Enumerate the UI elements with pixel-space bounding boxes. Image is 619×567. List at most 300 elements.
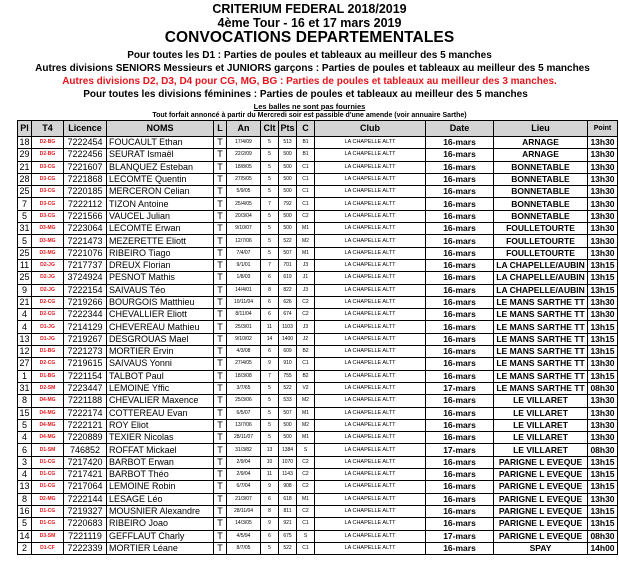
cell-clt: 11: [261, 321, 279, 333]
cell-date: 16-mars: [426, 370, 494, 382]
cell-date: 17-mars: [426, 382, 494, 394]
cell-licence: 7222144: [64, 493, 107, 505]
table-row: [18, 407, 618, 419]
cell-noms: LEMOINE Yffic: [107, 382, 214, 394]
column-header-an: An: [227, 121, 261, 137]
cell-an: 13/7/06: [227, 419, 261, 431]
cell-point: 13h15: [588, 284, 618, 296]
cell-l: T: [214, 247, 227, 259]
cell-licence: 7220683: [64, 518, 107, 530]
cell-licence: 7219266: [64, 296, 107, 308]
cell-date: 16-mars: [426, 259, 494, 271]
cell-c: S: [297, 530, 315, 542]
cell-pl: 8: [18, 395, 32, 407]
cell-point: 13h15: [588, 321, 618, 333]
cell-lieu: PARIGNE L EVEQUE: [494, 518, 588, 530]
cell-lieu: LE MANS SARTHE TT: [494, 309, 588, 321]
table-row: [18, 223, 618, 235]
cell-clt: 8: [261, 505, 279, 517]
cell-an: 28/11/07: [227, 432, 261, 444]
cell-clt: 5: [261, 395, 279, 407]
cell-club: LA CHAPELLE ALTT: [315, 530, 426, 542]
cell-clt: 5: [261, 137, 279, 149]
cell-noms: BARBOT Erwan: [107, 456, 214, 468]
cell-t4: D3-CG: [32, 210, 64, 222]
cell-club: LA CHAPELLE ALTT: [315, 309, 426, 321]
cell-clt: 5: [261, 149, 279, 161]
cell-t4: D2-JG: [32, 284, 64, 296]
cell-club: LA CHAPELLE ALTT: [315, 296, 426, 308]
cell-noms: ROY Eliot: [107, 419, 214, 431]
cell-noms: CHEVEREAU Mathieu: [107, 321, 214, 333]
cell-licence: 7222344: [64, 309, 107, 321]
cell-licence: 7219267: [64, 333, 107, 345]
cell-c: J1: [297, 272, 315, 284]
cell-lieu: ARNAGE: [494, 137, 588, 149]
cell-date: 16-mars: [426, 309, 494, 321]
cell-date: 16-mars: [426, 432, 494, 444]
table-row: [18, 481, 618, 493]
cell-l: T: [214, 370, 227, 382]
cell-pl: 5: [18, 235, 32, 247]
cell-point: 13h15: [588, 370, 618, 382]
cell-lieu: PARIGNE L EVEQUE: [494, 505, 588, 517]
cell-t4: D1-BG: [32, 346, 64, 358]
cell-licence: 7222456: [64, 149, 107, 161]
cell-point: 13h30: [588, 149, 618, 161]
cell-date: 16-mars: [426, 407, 494, 419]
cell-c: B2: [297, 346, 315, 358]
cell-licence: 7217737: [64, 259, 107, 271]
cell-c: J2: [297, 333, 315, 345]
cell-t4: D2-SM: [32, 382, 64, 394]
cell-lieu: LE MANS SARTHE TT: [494, 321, 588, 333]
cell-pl: 27: [19, 358, 30, 369]
cell-point: 13h15: [588, 469, 618, 481]
cell-date: 16-mars: [426, 469, 494, 481]
cell-an: 10/11/04: [227, 296, 261, 308]
cell-licence: 7219327: [64, 505, 107, 517]
table-header-row: [18, 121, 618, 137]
cell-lieu: LA CHAPELLE/AUBIN: [494, 259, 588, 271]
cell-pl: 4: [18, 469, 32, 481]
cell-date: 16-mars: [426, 235, 494, 247]
cell-an: 25/4/05: [227, 198, 261, 210]
column-header-pl: Pl: [18, 121, 32, 137]
cell-noms: VAUCEL Julian: [107, 210, 214, 222]
table-row: [18, 469, 618, 481]
cell-t4: D1-CG: [32, 456, 64, 468]
cell-pl: 15: [19, 407, 30, 418]
cell-c: M2: [297, 235, 315, 247]
cell-pl: 11: [18, 259, 32, 271]
cell-c: J3: [297, 284, 315, 296]
cell-lieu: PARIGNE L EVEQUE: [494, 530, 588, 542]
cell-c: M1: [297, 223, 315, 235]
cell-clt: 5: [261, 382, 279, 394]
cell-pl: 29: [19, 149, 30, 160]
cell-licence: 7219615: [64, 358, 107, 370]
cell-point: 13h15: [588, 518, 618, 530]
cell-club: LA CHAPELLE ALTT: [315, 284, 426, 296]
cell-noms: GEFFLAUT Charly: [107, 530, 214, 542]
cell-pts: 792: [279, 198, 297, 210]
cell-clt: 6: [261, 530, 279, 542]
cell-pts: 1384: [279, 444, 297, 456]
cell-pl: 12: [19, 346, 30, 357]
cell-pl: 7: [18, 198, 32, 210]
cell-club: LA CHAPELLE ALTT: [315, 382, 426, 394]
cell-licence: 7221868: [64, 173, 107, 185]
table-row: [18, 505, 618, 517]
cell-pl: 5: [18, 518, 32, 530]
cell-noms: RIBEIRO Joao: [107, 518, 214, 530]
cell-noms: CHEVALIER Maxence: [107, 395, 214, 407]
cell-point: 13h30: [588, 309, 618, 321]
cell-l: T: [214, 186, 227, 198]
cell-c: M2: [297, 419, 315, 431]
cell-an: 4/5/94: [227, 530, 261, 542]
cell-licence: 7222339: [64, 542, 107, 554]
cell-t4: D3-CG: [32, 173, 64, 185]
cell-date: 16-mars: [426, 346, 494, 358]
cell-club: LA CHAPELLE ALTT: [315, 198, 426, 210]
cell-pts: 609: [279, 346, 297, 358]
cell-c: C1: [297, 518, 315, 530]
cell-c: B1: [297, 149, 315, 161]
cell-t4: D4-MG: [32, 395, 64, 407]
cell-point: 13h15: [588, 456, 618, 468]
cell-point: 13h30: [588, 493, 618, 505]
cell-lieu: LA CHAPELLE/AUBIN: [494, 272, 588, 284]
table-row: [18, 493, 618, 505]
cell-t4: D2-JG: [32, 272, 64, 284]
cell-l: T: [214, 198, 227, 210]
cell-an: 14/3/05: [227, 518, 261, 530]
table-row: [18, 346, 618, 358]
cell-licence: 3724924: [64, 272, 107, 284]
cell-clt: 11: [261, 469, 279, 481]
cell-clt: 13: [261, 444, 279, 456]
cell-club: LA CHAPELLE ALTT: [315, 210, 426, 222]
cell-date: 16-mars: [426, 481, 494, 493]
cell-clt: 7: [261, 198, 279, 210]
cell-lieu: LA CHAPELLE/AUBIN: [494, 284, 588, 296]
cell-c: J3: [297, 259, 315, 271]
document-title: CRITERIUM FEDERAL 2018/2019: [212, 2, 407, 16]
cell-noms: SEURAT Ismaël: [107, 149, 214, 161]
cell-clt: 5: [261, 247, 279, 259]
cell-noms: SAIVAUS Yonni: [107, 358, 214, 370]
cell-pts: 507: [279, 407, 297, 419]
cell-pl: 1: [18, 370, 32, 382]
cell-point: 13h30: [588, 223, 618, 235]
cell-c: C1: [297, 198, 315, 210]
cell-club: LA CHAPELLE ALTT: [315, 223, 426, 235]
cell-clt: 5: [261, 542, 279, 554]
cell-l: T: [214, 321, 227, 333]
cell-point: 08h30: [588, 530, 618, 542]
cell-date: 16-mars: [426, 284, 494, 296]
cell-an: 31/3/82: [227, 444, 261, 456]
cell-noms: BARBOT Théo: [107, 469, 214, 481]
cell-noms: TIZON Antoine: [107, 198, 214, 210]
rule-d2-d3-d4: Autres divisions D2, D3, D4 pour CG, MG, BG : Parties de poules et tableaux au meilleur des 3 manches.: [62, 76, 557, 87]
cell-an: 25/3/06: [227, 395, 261, 407]
cell-pts: 910: [279, 358, 297, 370]
cell-club: LA CHAPELLE ALTT: [315, 137, 426, 149]
cell-point: 13h15: [588, 333, 618, 345]
cell-noms: LESAGE Léo: [107, 493, 214, 505]
cell-pl: 5: [18, 210, 32, 222]
balls-note: Les balles ne sont pas fournies: [253, 102, 366, 111]
cell-club: LA CHAPELLE ALTT: [315, 518, 426, 530]
cell-l: T: [214, 382, 227, 394]
cell-noms: TEXIER Nicolas: [107, 432, 214, 444]
cell-lieu: PARIGNE L EVEQUE: [494, 456, 588, 468]
cell-clt: 5: [261, 223, 279, 235]
cell-clt: 6: [261, 272, 279, 284]
cell-an: 25/3/01: [227, 321, 261, 333]
cell-club: LA CHAPELLE ALTT: [315, 444, 426, 456]
cell-t4: D3-CG: [32, 186, 64, 198]
cell-club: LA CHAPELLE ALTT: [315, 149, 426, 161]
cell-clt: 7: [261, 370, 279, 382]
cell-licence: 7217421: [64, 469, 107, 481]
cell-an: 27/5/05: [227, 173, 261, 185]
cell-point: 13h30: [588, 198, 618, 210]
cell-lieu: LE MANS SARTHE TT: [494, 296, 588, 308]
cell-l: T: [214, 493, 227, 505]
table-row: [18, 186, 618, 198]
cell-club: LA CHAPELLE ALTT: [315, 542, 426, 554]
convocations-table: [17, 120, 618, 555]
cell-l: T: [214, 149, 227, 161]
table-row: [18, 358, 618, 370]
cell-club: LA CHAPELLE ALTT: [315, 333, 426, 345]
cell-l: T: [214, 505, 227, 517]
cell-clt: 10: [261, 456, 279, 468]
cell-club: LA CHAPELLE ALTT: [315, 370, 426, 382]
cell-l: T: [214, 223, 227, 235]
cell-noms: MORTIER Ervin: [107, 346, 214, 358]
cell-an: 17/4/09: [227, 137, 261, 149]
table-row: [18, 272, 618, 284]
column-header-c: C: [297, 121, 315, 137]
table-row: [18, 382, 618, 394]
cell-clt: 6: [261, 346, 279, 358]
cell-licence: 7221188: [64, 395, 107, 407]
cell-t4: D1-CG: [32, 469, 64, 481]
cell-c: V2: [297, 382, 315, 394]
cell-t4: D3-MG: [32, 247, 64, 259]
cell-pl: 3: [18, 456, 32, 468]
cell-pl: 13: [19, 333, 30, 344]
cell-date: 16-mars: [426, 173, 494, 185]
cell-an: 9/10/07: [227, 223, 261, 235]
cell-c: B2: [297, 370, 315, 382]
table-row: [18, 395, 618, 407]
cell-an: 2/9/04: [227, 469, 261, 481]
table-row: [18, 173, 618, 185]
cell-point: 13h30: [588, 358, 618, 370]
cell-t4: D2-CG: [32, 358, 64, 370]
column-header-licence: Licence: [64, 121, 107, 137]
cell-clt: 9: [261, 358, 279, 370]
cell-c: M1: [297, 432, 315, 444]
cell-date: 16-mars: [426, 358, 494, 370]
cell-t4: D2-CG: [32, 296, 64, 308]
table-row: [18, 370, 618, 382]
cell-pts: 1070: [279, 456, 297, 468]
cell-clt: 7: [261, 259, 279, 271]
cell-l: T: [214, 444, 227, 456]
table-row: [18, 137, 618, 149]
cell-an: 9/1/01: [227, 259, 261, 271]
column-header-lieu: Lieu: [494, 121, 588, 137]
cell-licence: 7222454: [64, 137, 107, 149]
cell-noms: MORTIER Léane: [107, 542, 214, 554]
cell-clt: 14: [261, 333, 279, 345]
cell-l: T: [214, 518, 227, 530]
cell-lieu: LE VILLARET: [494, 444, 588, 456]
cell-lieu: SPAY: [494, 542, 588, 554]
cell-licence: 7222121: [64, 419, 107, 431]
table-row: [18, 161, 618, 173]
cell-pl: 25: [19, 186, 30, 197]
table-row: [18, 259, 618, 271]
cell-club: LA CHAPELLE ALTT: [315, 419, 426, 431]
cell-noms: LECOMTE Quentin: [107, 173, 214, 185]
cell-lieu: FOULLETOURTE: [494, 223, 588, 235]
table-row: [18, 149, 618, 161]
cell-c: C1: [297, 542, 315, 554]
cell-an: 28/11/04: [227, 505, 261, 517]
cell-date: 16-mars: [426, 223, 494, 235]
cell-club: LA CHAPELLE ALTT: [315, 469, 426, 481]
cell-an: 18/3/08: [227, 370, 261, 382]
cell-an: 9/10/02: [227, 333, 261, 345]
cell-pts: 1400: [279, 333, 297, 345]
cell-licence: 7220889: [64, 432, 107, 444]
cell-club: LA CHAPELLE ALTT: [315, 493, 426, 505]
cell-lieu: BONNETABLE: [494, 186, 588, 198]
cell-noms: BOURGOIS Matthieu: [107, 296, 214, 308]
cell-c: M1: [297, 247, 315, 259]
cell-licence: 7221473: [64, 235, 107, 247]
table-row: [18, 444, 618, 456]
cell-pts: 619: [279, 272, 297, 284]
cell-point: 13h30: [588, 137, 618, 149]
cell-noms: MERCERON Celian: [107, 186, 214, 198]
cell-point: 13h15: [588, 505, 618, 517]
cell-pl: 5: [18, 419, 32, 431]
cell-c: S: [297, 444, 315, 456]
cell-c: C1: [297, 358, 315, 370]
cell-pts: 755: [279, 370, 297, 382]
cell-lieu: BONNETABLE: [494, 161, 588, 173]
cell-an: 4/3/08: [227, 346, 261, 358]
cell-pts: 626: [279, 296, 297, 308]
cell-c: J3: [297, 321, 315, 333]
cell-point: 13h30: [588, 161, 618, 173]
cell-point: 13h15: [588, 346, 618, 358]
cell-c: C2: [297, 296, 315, 308]
cell-licence: 7222112: [64, 198, 107, 210]
cell-an: 6/5/07: [227, 407, 261, 419]
cell-l: T: [214, 137, 227, 149]
cell-point: 13h30: [588, 173, 618, 185]
cell-c: C2: [297, 210, 315, 222]
cell-l: T: [214, 395, 227, 407]
cell-licence: 7221273: [64, 346, 107, 358]
cell-an: 6/7/04: [227, 481, 261, 493]
cell-l: T: [214, 296, 227, 308]
cell-lieu: BONNETABLE: [494, 198, 588, 210]
cell-lieu: LE VILLARET: [494, 395, 588, 407]
cell-c: C2: [297, 481, 315, 493]
cell-pts: 522: [279, 235, 297, 247]
cell-pts: 500: [279, 210, 297, 222]
rule-feminines: Pour toutes les divisions féminines : Parties de poules et tableaux au meilleur des 5 manches: [83, 89, 528, 100]
cell-l: T: [214, 333, 227, 345]
cell-pl: 13: [19, 481, 30, 492]
cell-an: 12/7/06: [227, 235, 261, 247]
table-row: [18, 321, 618, 333]
cell-l: T: [214, 542, 227, 554]
table-row: [18, 518, 618, 530]
cell-club: LA CHAPELLE ALTT: [315, 395, 426, 407]
cell-t4: D1-JG: [32, 333, 64, 345]
cell-pts: 701: [279, 259, 297, 271]
cell-l: T: [214, 419, 227, 431]
cell-lieu: FOULLETOURTE: [494, 247, 588, 259]
cell-date: 16-mars: [426, 493, 494, 505]
cell-l: T: [214, 358, 227, 370]
rule-seniors-juniors: Autres divisions SENIORS Messieurs et JUNIORS garçons : Parties de poules et tableaux au meilleur des 5 manches: [35, 63, 590, 74]
cell-date: 16-mars: [426, 137, 494, 149]
cell-pts: 507: [279, 247, 297, 259]
cell-pts: 674: [279, 309, 297, 321]
table-row: [18, 247, 618, 259]
cell-noms: DESGROUAS Mael: [107, 333, 214, 345]
cell-date: 16-mars: [426, 518, 494, 530]
cell-an: 8/11/04: [227, 309, 261, 321]
cell-clt: 5: [261, 432, 279, 444]
cell-lieu: BONNETABLE: [494, 210, 588, 222]
table-row: [18, 309, 618, 321]
cell-clt: 6: [261, 493, 279, 505]
cell-l: T: [214, 309, 227, 321]
cell-pts: 522: [279, 382, 297, 394]
cell-an: 20/3/04: [227, 210, 261, 222]
cell-lieu: BONNETABLE: [494, 173, 588, 185]
cell-club: LA CHAPELLE ALTT: [315, 432, 426, 444]
cell-t4: D1-SM: [32, 444, 64, 456]
cell-club: LA CHAPELLE ALTT: [315, 358, 426, 370]
cell-club: LA CHAPELLE ALTT: [315, 505, 426, 517]
cell-t4: D3-SM: [32, 530, 64, 542]
cell-lieu: PARIGNE L EVEQUE: [494, 493, 588, 505]
cell-licence: 7221566: [64, 210, 107, 222]
cell-licence: 7214129: [64, 321, 107, 333]
cell-date: 16-mars: [426, 161, 494, 173]
cell-pl: 4: [18, 321, 32, 333]
cell-date: 17-mars: [426, 530, 494, 542]
cell-noms: CHEVALLIER Eliott: [107, 309, 214, 321]
cell-l: T: [214, 456, 227, 468]
cell-pts: 1103: [279, 321, 297, 333]
